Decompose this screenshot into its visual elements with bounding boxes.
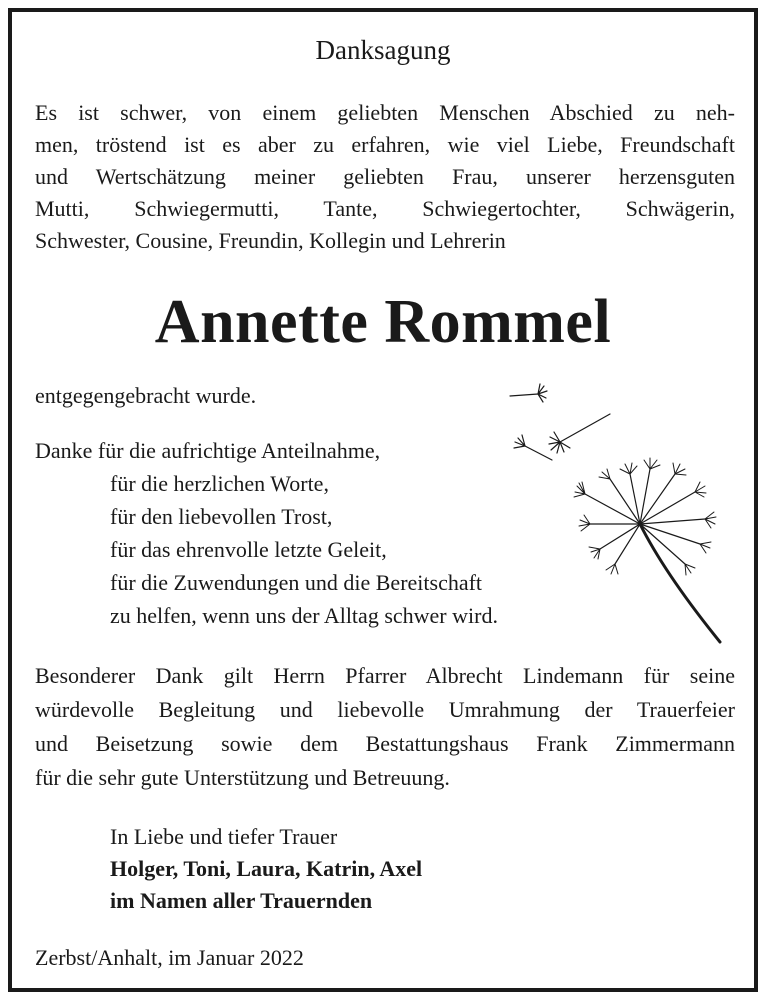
notice-title: Danksagung [315,35,451,65]
thanks-line: für den liebevollen Trost, [110,504,333,529]
intro-line: Mutti, Schwiegermutti, Tante, Schwiegertochter, Schwägerin, [35,196,735,221]
thanks-line: für die herzlichen Worte, [110,471,329,496]
intro-line: men, tröstend ist es aber zu erfahren, wie viel Liebe, Freundschaft [35,132,735,157]
dandelion-illustration [490,374,740,644]
deceased-name: Annette Rommel [154,288,612,356]
mourner-group: im Namen aller Trauernden [110,888,373,913]
special-line: für die sehr gute Unterstützung und Betreuung. [35,765,450,790]
intro-line: Es ist schwer, von einem geliebten Menschen Abschied zu neh- [35,100,735,125]
closing-block [110,821,422,917]
special-line: würdevolle Begleitung und liebevolle Umrahmung der Trauerfeier [35,697,735,722]
intro-line: und Wertschätzung meiner geliebten Frau, unserer herzensguten [35,164,735,189]
thanks-first-line: Danke für die aufrichtige Anteilnahme, [35,438,381,463]
special-line: und Beisetzung sowie dem Bestattungshaus Frank Zimmermann [35,731,735,756]
special-thanks-paragraph [35,659,735,795]
notice-frame [8,8,758,992]
thanks-list [35,434,498,632]
closing-phrase: In Liebe und tiefer Trauer [110,824,338,849]
thanks-line: für die Zuwendungen und die Bereitschaft [110,570,483,595]
place-date: Zerbst/Anhalt, im Januar 2022 [35,945,304,970]
thanks-line: für das ehrenvolle letzte Geleit, [110,537,387,562]
special-line: Besonderer Dank gilt Herrn Pfarrer Albrecht Lindemann für seine [35,663,735,688]
intro-line: Schwester, Cousine, Freundin, Kollegin und Lehrerin [35,228,506,253]
intro-paragraph [35,97,735,257]
mourner-names: Holger, Toni, Laura, Katrin, Axel [110,856,423,881]
thanks-line: zu helfen, wenn uns der Alltag schwer wird. [110,603,498,628]
after-name-text: entgegengebracht wurde. [35,383,257,408]
